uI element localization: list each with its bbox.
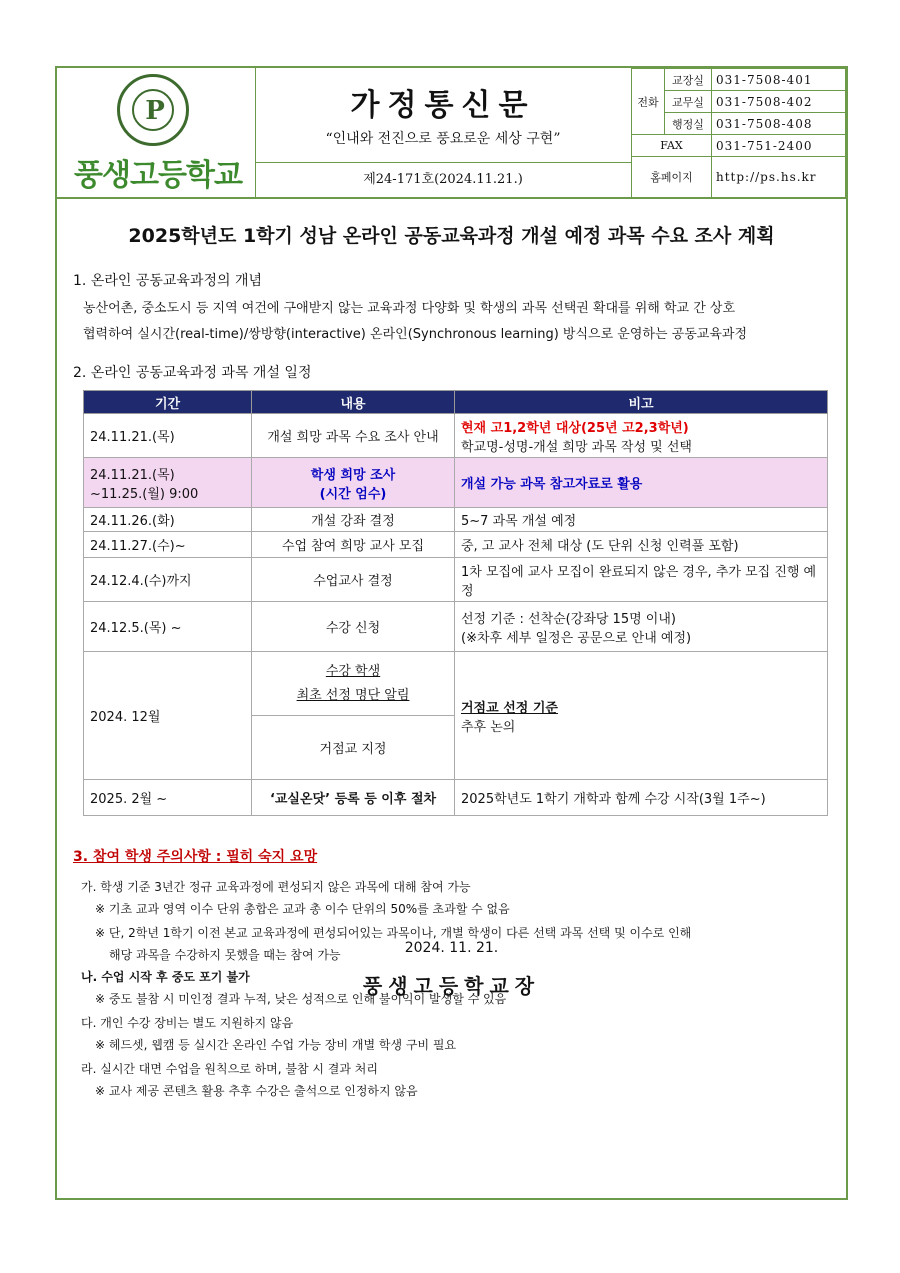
period-cell: 24.12.4.(수)까지 <box>84 558 252 602</box>
note-cell: 거점교 선정 기준 추후 논의 <box>455 652 828 780</box>
title-box <box>255 68 632 197</box>
document-title: 2025학년도 1학기 성남 온라인 공동교육과정 개설 예정 과목 수요 조사 계획 <box>128 225 775 247</box>
homepage-link[interactable]: http://ps.hs.kr <box>712 157 846 198</box>
table-row <box>84 532 828 558</box>
note-cell: 중, 고 교사 전체 대상 (도 단위 신청 인력풀 포함) <box>455 532 828 558</box>
table-row <box>84 558 828 602</box>
note-item: ※ 단, 2학년 1학기 이전 본교 교육과정에 편성되어있는 과목이나, 개별 학생이 다른 선택 과목 선택 및 이수로 인해 <box>95 926 692 940</box>
note-item: 다. 개인 수강 장비는 별도 지원하지 않음 <box>81 1016 294 1030</box>
table-row <box>84 652 828 716</box>
school-logo <box>57 68 256 197</box>
column-header: 기간 <box>84 391 252 414</box>
period-cell: 2025. 2월 ~ <box>84 780 252 816</box>
period-cell: 24.11.21.(목) <box>84 414 252 458</box>
column-header: 비고 <box>455 391 828 414</box>
notice-page <box>55 66 848 1200</box>
contact-label: FAX <box>632 135 712 157</box>
contact-label: 교무실 <box>665 91 712 113</box>
signature-name: 풍생고등학교장 <box>362 974 541 998</box>
section-1-line: 농산어촌, 중소도시 등 지역 여건에 구애받지 않는 교육과정 다양화 및 학생의 과목 선택권 확대를 위해 학교 간 상호 <box>83 301 736 316</box>
content-cell: 수강 신청 <box>252 602 455 652</box>
content-cell: 거점교 지정 <box>252 716 455 780</box>
table-row <box>84 602 828 652</box>
content-cell: 수강 학생 최초 선정 명단 알림 <box>252 652 455 716</box>
note-item: ※ 헤드셋, 웹캠 등 실시간 온라인 수업 가능 장비 개별 학생 구비 필요 <box>95 1038 457 1052</box>
table-row <box>84 780 828 816</box>
period-cell: 24.11.27.(수)~ <box>84 532 252 558</box>
contact-label: 홈페이지 <box>632 157 712 198</box>
period-cell: 24.11.26.(화) <box>84 508 252 532</box>
contact-value: 031-7508-401 <box>712 69 846 91</box>
contact-value: 031-7508-402 <box>712 91 846 113</box>
note-cell: 개설 가능 과목 참고자료로 활용 <box>455 458 828 508</box>
note-cell: 5~7 과목 개설 예정 <box>455 508 828 532</box>
content-cell: ‘교실온닷’ 등록 등 이후 절차 <box>252 780 455 816</box>
note-item: 나. 수업 시작 후 중도 포기 불가 <box>81 970 250 984</box>
note-item: 가. 학생 기준 3년간 정규 교육과정에 편성되지 않은 과목에 대해 참여 가능 <box>81 880 471 894</box>
contact-label: 행정실 <box>665 113 712 135</box>
content-cell: 수업교사 결정 <box>252 558 455 602</box>
section-1-heading: 1. 온라인 공동교육과정의 개념 <box>73 273 262 289</box>
note-cell: 2025학년도 1학기 개학과 함께 수강 시작(3월 1주~) <box>455 780 828 816</box>
school-emblem-icon: P <box>117 74 189 146</box>
page-title: 가정통신문 <box>350 88 536 123</box>
table-row <box>84 414 828 458</box>
content-cell: 개설 강좌 결정 <box>252 508 455 532</box>
contact-value: 031-751-2400 <box>712 135 846 157</box>
contact-label: 교장실 <box>665 69 712 91</box>
period-cell: 2024. 12월 <box>84 652 252 780</box>
section-1-line: 협력하여 실시간(real-time)/쌍방향(interactive) 온라인(Synchronous learning) 방식으로 운영하는 공동교육과정 <box>83 327 747 342</box>
slogan: “인내와 전진으로 풍요로운 세상 구현” <box>325 131 561 147</box>
school-name: 풍생고등학교 <box>74 158 242 193</box>
signature-date: 2024. 11. 21. <box>404 940 499 956</box>
column-header: 내용 <box>252 391 455 414</box>
note-cell: 1차 모집에 교사 모집이 완료되지 않은 경우, 추가 모집 진행 예정 <box>455 558 828 602</box>
section-2-heading: 2. 온라인 공동교육과정 과목 개설 일정 <box>73 365 312 381</box>
period-cell: 24.12.5.(목) ~ <box>84 602 252 652</box>
contact-table <box>631 68 846 197</box>
period-cell: 24.11.21.(목) ~11.25.(월) 9:00 <box>84 458 252 508</box>
table-row <box>84 508 828 532</box>
note-item: ※ 기초 교과 영역 이수 단위 총합은 교과 총 이수 단위의 50%를 초과할 수 없음 <box>95 902 510 916</box>
note-item: 라. 실시간 대면 수업을 원칙으로 하며, 불참 시 결과 처리 <box>81 1062 378 1076</box>
issue-number: 제24-171호(2024.11.21.) <box>255 162 631 198</box>
content-cell: 학생 희망 조사 (시간 엄수) <box>252 458 455 508</box>
note-cell: 현재 고1,2학년 대상(25년 고2,3학년) 학교명-성명-개설 희망 과목 작성 및 선택 <box>455 414 828 458</box>
letterhead <box>57 68 846 199</box>
note-cell: 선정 기준 : 선착순(강좌당 15명 이내) (※차후 세부 일정은 공문으로 안내 예정) <box>455 602 828 652</box>
section-3-heading: 3. 참여 학생 주의사항 : 필히 숙지 요망 <box>73 849 318 865</box>
contact-value: 031-7508-408 <box>712 113 846 135</box>
table-row <box>84 458 828 508</box>
schedule-table <box>83 390 828 816</box>
content-cell: 개설 희망 과목 수요 조사 안내 <box>252 414 455 458</box>
note-item: ※ 중도 불참 시 미인정 결과 누적, 낮은 성적으로 인해 불이익이 발생할 수 있음 <box>95 992 507 1006</box>
note-item: ※ 교사 제공 콘텐츠 활용 추후 수강은 출석으로 인정하지 않음 <box>95 1084 418 1098</box>
phone-label: 전화 <box>632 69 665 135</box>
note-item: 해당 과목을 수강하지 못했을 때는 참여 가능 <box>109 948 341 962</box>
content-cell: 수업 참여 희망 교사 모집 <box>252 532 455 558</box>
